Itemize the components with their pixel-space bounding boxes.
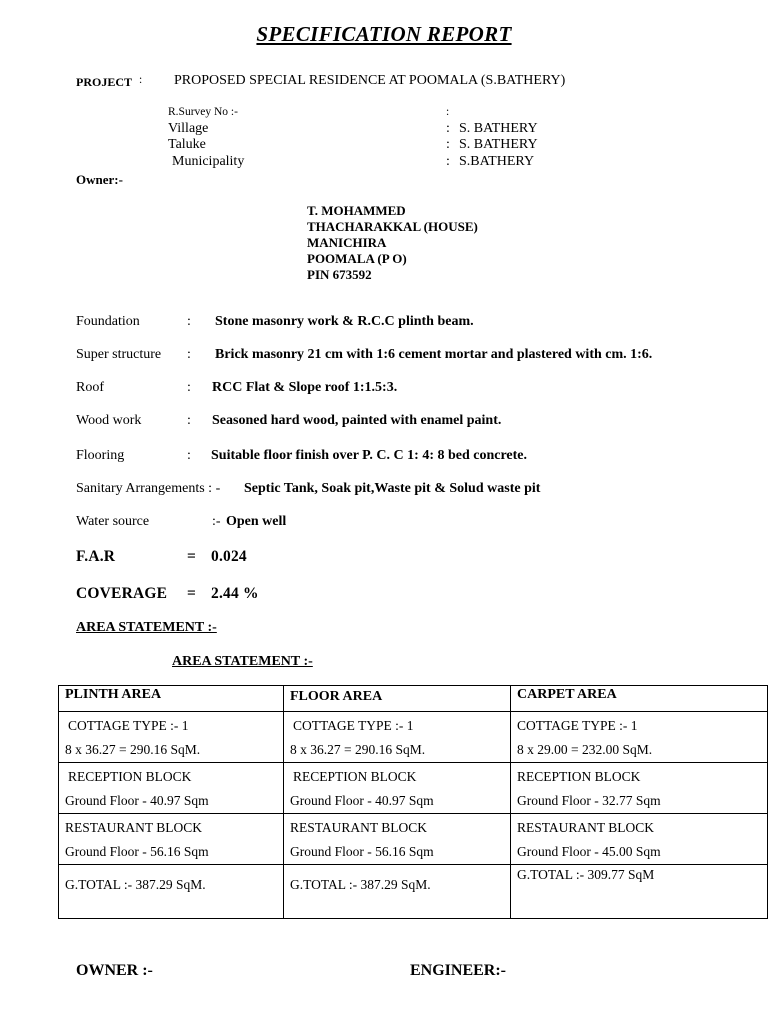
owner-place: MANICHIRA <box>307 235 387 250</box>
far-sep: = <box>187 548 197 565</box>
cell-plinth-cottage: COTTAGE TYPE :- 1 8 x 36.27 = 290.16 SqM. <box>59 712 284 763</box>
project-label: PROJECT <box>76 75 133 89</box>
owner-label: Owner:- <box>76 172 123 187</box>
owner-address <box>307 203 478 283</box>
spec-woodwork-sep: : <box>187 413 191 428</box>
coverage-label: COVERAGE <box>76 585 168 602</box>
cell-floor-cottage: COTTAGE TYPE :- 1 8 x 36.27 = 290.16 SqM. <box>284 712 511 763</box>
spec-superstructure-sep: : <box>187 347 191 362</box>
municipality-value: S.BATHERY <box>459 154 535 169</box>
spec-flooring-label: Flooring <box>76 448 125 463</box>
project-value: PROPOSED SPECIAL RESIDENCE AT POOMALA (S.BATHERY) <box>174 73 566 88</box>
cell-plinth-reception: RECEPTION BLOCK Ground Floor - 40.97 Sqm <box>59 763 284 814</box>
header-carpet-area: CARPET AREA <box>511 686 768 712</box>
cell-carpet-cottage: COTTAGE TYPE :- 1 8 x 29.00 = 232.00 SqM. <box>511 712 768 763</box>
owner-house: THACHARAKKAL (HOUSE) <box>307 219 478 234</box>
village-label: Village <box>168 121 209 136</box>
area-statement-subheading: AREA STATEMENT :- <box>172 654 313 669</box>
spec-water-label: Water source <box>76 514 150 529</box>
spec-roof-sep: : <box>187 380 191 395</box>
header-plinth-area: PLINTH AREA <box>59 686 284 712</box>
spec-sanitary-label: Sanitary Arrangements : - <box>76 481 221 496</box>
taluke-sep: : <box>446 137 450 152</box>
municipality-label: Municipality <box>172 154 245 169</box>
spec-flooring-sep: : <box>187 448 191 463</box>
table-row-cottage <box>59 712 768 763</box>
spec-sanitary-value: Septic Tank, Soak pit,Waste pit & Solud waste pit <box>244 481 541 496</box>
village-sep: : <box>446 121 450 136</box>
spec-water-sep: :- <box>212 514 221 529</box>
village-value: S. BATHERY <box>459 121 538 136</box>
header-floor-area: FLOOR AREA <box>284 686 511 712</box>
spec-water-value: Open well <box>226 514 287 529</box>
survey-sep: : <box>446 106 450 118</box>
table-row-reception <box>59 763 768 814</box>
area-table <box>58 685 768 919</box>
spec-roof-value: RCC Flat & Slope roof 1:1.5:3. <box>212 380 398 395</box>
spec-superstructure-value: Brick masonry 21 cm with 1:6 cement mortar and plastered with cm. 1:6. <box>215 347 653 362</box>
survey-label: R.Survey No :- <box>168 106 238 118</box>
taluke-value: S. BATHERY <box>459 137 538 152</box>
table-row-total <box>59 865 768 919</box>
owner-signature-label: OWNER :- <box>76 962 153 979</box>
spec-foundation-label: Foundation <box>76 314 140 329</box>
cell-carpet-reception: RECEPTION BLOCK Ground Floor - 32.77 Sqm <box>511 763 768 814</box>
owner-name: T. MOHAMMED <box>307 203 406 218</box>
cell-floor-restaurant: RESTAURANT BLOCK Ground Floor - 56.16 Sqm <box>284 814 511 865</box>
cell-plinth-total: G.TOTAL :- 387.29 SqM. <box>59 865 284 919</box>
far-value: 0.024 <box>211 548 247 565</box>
project-sep: : <box>139 74 143 86</box>
area-statement-heading: AREA STATEMENT :- <box>76 620 217 635</box>
cell-floor-total: G.TOTAL :- 387.29 SqM. <box>284 865 511 919</box>
municipality-sep: : <box>446 154 450 169</box>
spec-foundation-value: Stone masonry work & R.C.C plinth beam. <box>215 314 474 329</box>
table-row-restaurant <box>59 814 768 865</box>
cell-floor-reception: RECEPTION BLOCK Ground Floor - 40.97 Sqm <box>284 763 511 814</box>
far-label: F.A.R <box>76 548 116 565</box>
spec-woodwork-value: Seasoned hard wood, painted with enamel paint. <box>212 413 502 428</box>
taluke-label: Taluke <box>168 137 206 152</box>
spec-roof-label: Roof <box>76 380 104 395</box>
owner-post: POOMALA (P O) <box>307 251 407 266</box>
cell-carpet-restaurant: RESTAURANT BLOCK Ground Floor - 45.00 Sqm <box>511 814 768 865</box>
spec-flooring-value: Suitable floor finish over P. C. C 1: 4: 8 bed concrete. <box>211 448 528 463</box>
spec-superstructure-label: Super structure <box>76 347 162 362</box>
spec-foundation-sep: : <box>187 314 191 329</box>
cell-plinth-restaurant: RESTAURANT BLOCK Ground Floor - 56.16 Sqm <box>59 814 284 865</box>
engineer-signature-label: ENGINEER:- <box>410 962 507 979</box>
owner-pin: PIN 673592 <box>307 267 372 282</box>
report-title: SPECIFICATION REPORT <box>256 22 512 46</box>
cell-carpet-total: G.TOTAL :- 309.77 SqM <box>511 865 768 919</box>
coverage-value: 2.44 % <box>211 585 259 602</box>
area-table-header-row <box>59 686 768 712</box>
spec-woodwork-label: Wood work <box>76 413 142 428</box>
coverage-sep: = <box>187 585 197 602</box>
